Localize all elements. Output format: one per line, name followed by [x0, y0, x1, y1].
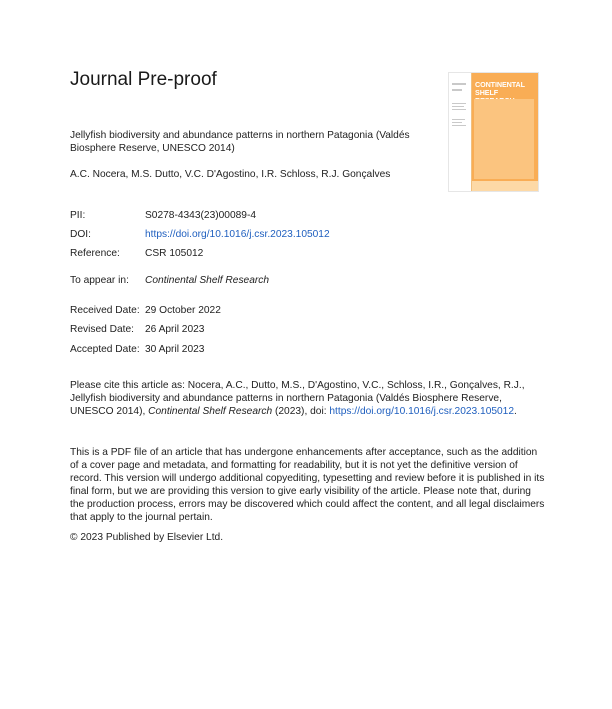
citation-text-mid: (2023), doi:: [272, 406, 330, 417]
citation-journal: Continental Shelf Research: [148, 406, 273, 417]
doi-link[interactable]: https://doi.org/10.1016/j.csr.2023.105012: [145, 229, 330, 240]
cover-footer-strip: [472, 181, 538, 191]
citation-line-3: [70, 405, 545, 418]
reference-label: Reference:: [70, 248, 120, 259]
citation-text-post: .: [514, 406, 517, 417]
revised-value: 26 April 2023: [145, 324, 205, 335]
accepted-value: 30 April 2023: [145, 344, 205, 355]
copyright-notice: © 2023 Published by Elsevier Ltd.: [70, 532, 224, 543]
revised-label: Revised Date:: [70, 324, 134, 335]
cover-sidebar: [449, 73, 472, 191]
received-label: Received Date:: [70, 305, 140, 316]
pii-value: S0278-4343(23)00089-4: [145, 210, 257, 221]
citation-text-pre: UNESCO 2014),: [70, 406, 149, 417]
citation-line-1: Please cite this article as: Nocera, A.C., Dutto, M.S., D'Agostino, V.C., Schloss, I.R., Gonçalves, R.J.,: [70, 380, 525, 391]
cover-title-line-2: SHELF: [475, 88, 499, 97]
received-value: 29 October 2022: [145, 305, 221, 316]
article-authors: A.C. Nocera, M.S. Dutto, V.C. D'Agostino, I.R. Schloss, R.J. Gonçalves: [70, 169, 391, 180]
page-heading: Journal Pre-proof: [70, 69, 217, 90]
appear-value: Continental Shelf Research: [145, 275, 270, 286]
cover-art-box: [474, 99, 534, 179]
appear-label: To appear in:: [70, 275, 129, 286]
journal-cover-image: [449, 73, 538, 191]
accepted-label: Accepted Date:: [70, 344, 140, 355]
reference-value: CSR 105012: [145, 248, 204, 259]
cover-main-panel: [472, 73, 538, 191]
disclaimer-paragraph: This is a PDF file of an article that has undergone enhancements after acceptance, such as the addition of a cover page and metadata, and formatting for readability, but it is not yet the definitive version of record. This version will undergo additional copyediting, typesetting and review before it is published in its final form, but we are providing this version to give early visibility of the article. Please note that, during the production process, errors may be discovered which could affect the content, and all legal disclaimers that apply to the journal pertain.: [70, 447, 545, 523]
article-title: Jellyfish biodiversity and abundance patterns in northern Patagonia (Valdés Biosphere Reserve, UNESCO 2014): [70, 130, 410, 154]
citation-line-2: Jellyfish biodiversity and abundance patterns in northern Patagonia (Valdés Biosphere Reserve,: [70, 393, 502, 404]
cover-title-line-1: CONTINENTAL: [475, 80, 525, 89]
citation-doi-link[interactable]: https://doi.org/10.1016/j.csr.2023.105012: [329, 406, 515, 417]
citation-paragraph: [70, 379, 545, 418]
doi-label: DOI:: [70, 229, 91, 240]
pii-label: PII:: [70, 210, 86, 221]
